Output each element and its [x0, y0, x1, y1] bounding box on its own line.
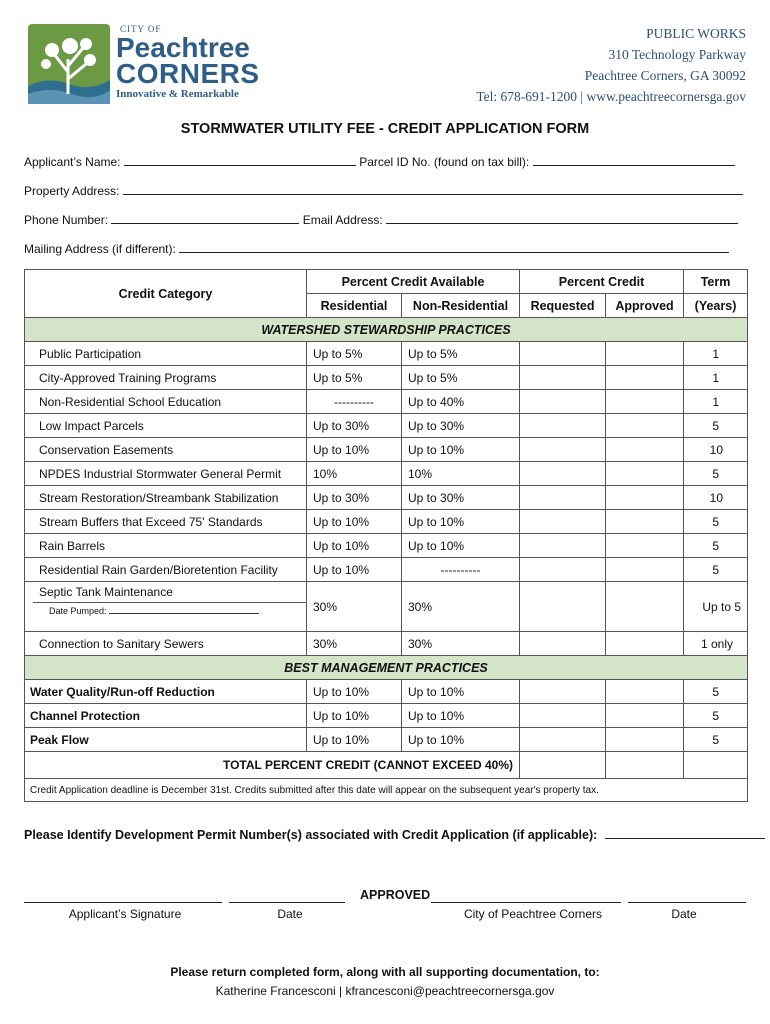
septic-non-residential: 30%: [402, 582, 520, 632]
credit-table: [24, 269, 748, 802]
row-approved-cell[interactable]: [606, 510, 684, 534]
table-row: [25, 510, 748, 534]
row-non-residential: 10%: [402, 462, 520, 486]
email-field[interactable]: [386, 212, 738, 224]
row-requested-cell[interactable]: [520, 704, 606, 728]
table-row: [25, 438, 748, 462]
section-bmp: BEST MANAGEMENT PRACTICES: [25, 656, 748, 680]
row-approved-cell[interactable]: [606, 558, 684, 582]
row-approved-cell[interactable]: [606, 534, 684, 558]
row-category: Low Impact Parcels: [25, 414, 307, 438]
row-category: Stream Buffers that Exceed 75' Standards: [25, 510, 307, 534]
row-category: Non-Residential School Education: [25, 390, 307, 414]
date-pumped-field[interactable]: [109, 605, 259, 614]
row-requested-cell[interactable]: [520, 510, 606, 534]
row-requested-cell[interactable]: [520, 728, 606, 752]
row-residential: Up to 10%: [307, 534, 402, 558]
applicant-signature-label: Applicant’s Signature: [68, 907, 182, 921]
city-logo: [28, 22, 260, 104]
header-term: Term: [684, 270, 748, 294]
row-residential: Up to 10%: [307, 704, 402, 728]
property-row: [24, 183, 748, 198]
row-approved-cell[interactable]: [606, 342, 684, 366]
row-term: 5: [684, 680, 748, 704]
section-watershed: WATERSHED STEWARDSHIP PRACTICES: [25, 318, 748, 342]
sewer-residential: 30%: [307, 632, 402, 656]
mailing-address-field[interactable]: [179, 241, 729, 253]
row-approved-cell[interactable]: [606, 390, 684, 414]
septic-residential: 30%: [307, 582, 402, 632]
form-title: STORMWATER UTILITY FEE - CREDIT APPLICATION FORM: [180, 121, 590, 137]
row-category: Public Participation: [25, 342, 307, 366]
row-category: Conservation Easements: [25, 438, 307, 462]
email-label: Email Address:: [302, 213, 383, 227]
row-non-residential: ----------: [402, 558, 520, 582]
header-requested: Requested: [520, 294, 606, 318]
row-term: 5: [684, 728, 748, 752]
table-row: [25, 414, 748, 438]
septic-requested-cell[interactable]: [520, 582, 606, 632]
header-years: (Years): [684, 294, 748, 318]
row-term: 1: [684, 342, 748, 366]
sewer-requested-cell[interactable]: [520, 632, 606, 656]
table-row: [25, 558, 748, 582]
header-residential: Residential: [307, 294, 402, 318]
row-residential: Up to 10%: [307, 728, 402, 752]
date-pumped-row: [25, 605, 300, 616]
total-approved-cell[interactable]: [606, 752, 684, 779]
row-non-residential: Up to 40%: [402, 390, 520, 414]
phone-field[interactable]: [111, 212, 299, 224]
applicant-signature-line[interactable]: [24, 902, 222, 903]
row-residential: Up to 5%: [307, 342, 402, 366]
row-requested-cell[interactable]: [520, 414, 606, 438]
row-non-residential: Up to 30%: [402, 414, 520, 438]
street-address: 310 Technology Parkway: [608, 47, 746, 62]
total-term-cell: [684, 752, 748, 779]
row-approved-cell[interactable]: [606, 366, 684, 390]
row-non-residential: Up to 5%: [402, 342, 520, 366]
header-percent-credit: Percent Credit: [520, 270, 684, 294]
row-category: Rain Barrels: [25, 534, 307, 558]
phone-row: [24, 212, 748, 227]
table-row: [25, 390, 748, 414]
property-address-field[interactable]: [123, 183, 743, 195]
row-term: 5: [684, 510, 748, 534]
phone-label: Phone Number:: [24, 213, 109, 227]
table-row: [25, 342, 748, 366]
row-approved-cell[interactable]: [606, 414, 684, 438]
row-term: 1: [684, 366, 748, 390]
note-row: [25, 779, 748, 802]
row-term: 5: [684, 534, 748, 558]
city-label: City of Peachtree Corners: [463, 907, 603, 921]
logo-tagline: Innovative & Remarkable: [116, 88, 239, 100]
table-row: [25, 680, 748, 704]
row-category: Residential Rain Garden/Bioretention Facility: [25, 558, 307, 582]
return-instructions: Please return completed form, along with all supporting documentation, to:: [170, 965, 600, 979]
row-residential: Up to 30%: [307, 486, 402, 510]
septic-category: Septic Tank Maintenance: [39, 585, 173, 599]
row-category: Peak Flow: [25, 728, 307, 752]
applicant-date-line[interactable]: [229, 902, 345, 903]
row-residential: Up to 10%: [307, 680, 402, 704]
row-term: 5: [684, 462, 748, 486]
logo-small-text: CITY OF: [120, 24, 162, 34]
row-approved-cell[interactable]: [606, 438, 684, 462]
row-residential: 10%: [307, 462, 402, 486]
row-term: 5: [684, 704, 748, 728]
row-category: Water Quality/Run-off Reduction: [25, 680, 307, 704]
applicant-row: [24, 154, 748, 169]
contact-info: Tel: 678-691-1200 | www.peachtreecornersga.gov: [476, 89, 746, 104]
city-signature-line[interactable]: [431, 902, 621, 903]
applicant-name-field[interactable]: [124, 154, 356, 166]
septic-row: [25, 582, 748, 632]
city-address: Peachtree Corners, GA 30092: [584, 68, 746, 83]
row-non-residential: Up to 10%: [402, 438, 520, 462]
logo-line2: CORNERS: [116, 58, 260, 89]
row-category: Channel Protection: [25, 704, 307, 728]
permit-number-field[interactable]: [605, 827, 765, 839]
table-row: [25, 462, 748, 486]
tree-logo-icon: [28, 24, 110, 104]
septic-divider: [33, 602, 306, 603]
table-row: [25, 366, 748, 390]
row-approved-cell[interactable]: [606, 486, 684, 510]
parcel-id-label: Parcel ID No. (found on tax bill):: [359, 155, 530, 169]
header-approved: Approved: [606, 294, 684, 318]
table-row: [25, 728, 748, 752]
row-term: 10: [684, 486, 748, 510]
row-term: 5: [684, 414, 748, 438]
total-label: TOTAL PERCENT CREDIT (CANNOT EXCEED 40%): [25, 752, 520, 779]
row-category: City-Approved Training Programs: [25, 366, 307, 390]
sewer-row: [25, 632, 748, 656]
septic-term: Up to 5: [684, 582, 748, 632]
permit-label: Please Identify Development Permit Number(s) associated with Credit Application (if applicable):: [24, 828, 598, 842]
date-label-2: Date: [671, 907, 697, 921]
row-non-residential: Up to 5%: [402, 366, 520, 390]
table-row: [25, 704, 748, 728]
date-label-1: Date: [277, 907, 303, 921]
city-date-line[interactable]: [628, 902, 746, 903]
sewer-category: Connection to Sanitary Sewers: [25, 632, 307, 656]
row-requested-cell[interactable]: [520, 390, 606, 414]
row-requested-cell[interactable]: [520, 486, 606, 510]
row-residential: Up to 10%: [307, 558, 402, 582]
septic-category-cell: [25, 582, 307, 632]
row-non-residential: Up to 10%: [402, 510, 520, 534]
deadline-note: Credit Application deadline is December 31st. Credits submitted after this date will appear on the subsequent year's property tax.: [25, 779, 748, 802]
total-row: [25, 752, 748, 779]
section-row: [25, 318, 748, 342]
sewer-non-residential: 30%: [402, 632, 520, 656]
sewer-approved-cell[interactable]: [606, 632, 684, 656]
parcel-id-field[interactable]: [533, 154, 735, 166]
section-row: [25, 656, 748, 680]
row-term: 5: [684, 558, 748, 582]
approved-label: APPROVED: [360, 888, 431, 902]
row-requested-cell[interactable]: [520, 558, 606, 582]
row-residential: Up to 10%: [307, 510, 402, 534]
table-row: [25, 486, 748, 510]
total-requested-cell[interactable]: [520, 752, 606, 779]
header-non-residential: Non-Residential: [402, 294, 520, 318]
row-requested-cell[interactable]: [520, 366, 606, 390]
logo-line1: Peachtree: [116, 32, 250, 63]
row-non-residential: Up to 30%: [402, 486, 520, 510]
mailing-row: [24, 241, 748, 256]
row-category: NPDES Industrial Stormwater General Permit: [25, 462, 307, 486]
row-non-residential: Up to 10%: [402, 534, 520, 558]
header-percent-available: Percent Credit Available: [307, 270, 520, 294]
row-residential: ----------: [307, 390, 402, 414]
row-approved-cell[interactable]: [606, 680, 684, 704]
row-residential: Up to 10%: [307, 438, 402, 462]
table-row: [25, 534, 748, 558]
row-approved-cell[interactable]: [606, 462, 684, 486]
header-credit-category: Credit Category: [25, 270, 307, 318]
row-approved-cell[interactable]: [606, 704, 684, 728]
row-residential: Up to 5%: [307, 366, 402, 390]
sewer-term: 1 only: [684, 632, 748, 656]
contact-person: Katherine Francesconi | kfrancesconi@peachtreecornersga.gov: [215, 984, 555, 998]
date-pumped-label: Date Pumped:: [49, 606, 107, 616]
row-requested-cell[interactable]: [520, 438, 606, 462]
row-requested-cell[interactable]: [520, 680, 606, 704]
table-header-row: [25, 270, 748, 294]
row-category: Stream Restoration/Streambank Stabilization: [25, 486, 307, 510]
row-non-residential: Up to 10%: [402, 680, 520, 704]
permit-row: [24, 827, 748, 842]
row-requested-cell[interactable]: [520, 534, 606, 558]
property-address-label: Property Address:: [24, 184, 120, 198]
row-term: 1: [684, 390, 748, 414]
watershed-rows: [25, 342, 748, 582]
mailing-address-label: Mailing Address (if different):: [24, 242, 176, 256]
row-residential: Up to 30%: [307, 414, 402, 438]
row-non-residential: Up to 10%: [402, 728, 520, 752]
row-requested-cell[interactable]: [520, 462, 606, 486]
septic-approved-cell[interactable]: [606, 582, 684, 632]
row-requested-cell[interactable]: [520, 342, 606, 366]
row-approved-cell[interactable]: [606, 728, 684, 752]
applicant-name-label: Applicant’s Name:: [24, 155, 121, 169]
dept-name: PUBLIC WORKS: [646, 26, 746, 41]
row-term: 10: [684, 438, 748, 462]
row-non-residential: Up to 10%: [402, 704, 520, 728]
